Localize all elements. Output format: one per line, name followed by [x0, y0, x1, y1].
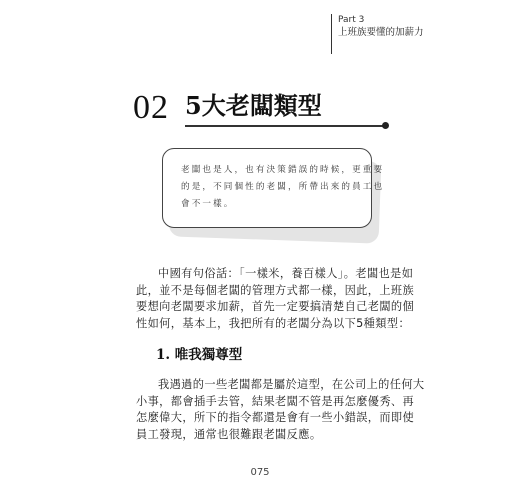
callout-line: 老闆也是人，也有決策錯誤的時候，更重要 — [181, 165, 385, 175]
paragraph-line: 小事，都會插手去管，結果老闆不管是再怎麼優秀、再 — [136, 394, 415, 408]
paragraph-line: 我遇過的一些老闆都是屬於這型，在公司上的任何大 — [158, 378, 425, 391]
running-header-part: Part 3 — [338, 15, 365, 25]
paragraph-line: 此，並不是每個老闆的管理方式都一樣，因此，上班族 — [136, 283, 415, 297]
paragraph-line: 怎麼偉大，所下的指令都還是會有一些小錯誤，而即使 — [136, 411, 415, 425]
section-paragraph — [136, 377, 425, 444]
running-header-title: 上班族要懂的加薪力 — [338, 27, 424, 38]
chapter-number: 02 — [133, 89, 169, 126]
callout-line: 的是，不同個性的老闆，所帶出來的員工也 — [181, 182, 385, 192]
title-underline-dot — [382, 122, 389, 129]
paragraph-line: 中國有句俗話：「一樣米，養百樣人」。老闆也是如 — [158, 267, 414, 280]
paragraph-line: 要想向老闆要求加薪，首先一定要搞清楚自己老闆的個 — [136, 300, 415, 314]
intro-paragraph — [136, 266, 415, 333]
page-number: 075 — [250, 467, 270, 478]
paragraph-line: 性如何，基本上，我把所有的老闆分為以下5種類型： — [136, 317, 411, 331]
title-underline — [185, 125, 383, 127]
paragraph-line: 員工發現，通常也很難跟老闆反應。 — [136, 428, 322, 442]
callout-line: 會不一樣。 — [181, 199, 235, 209]
section-heading: 1. 唯我獨尊型 — [156, 347, 243, 363]
running-header — [331, 14, 501, 54]
callout-box — [162, 148, 385, 228]
chapter-title: 5大老闆類型 — [185, 91, 322, 120]
